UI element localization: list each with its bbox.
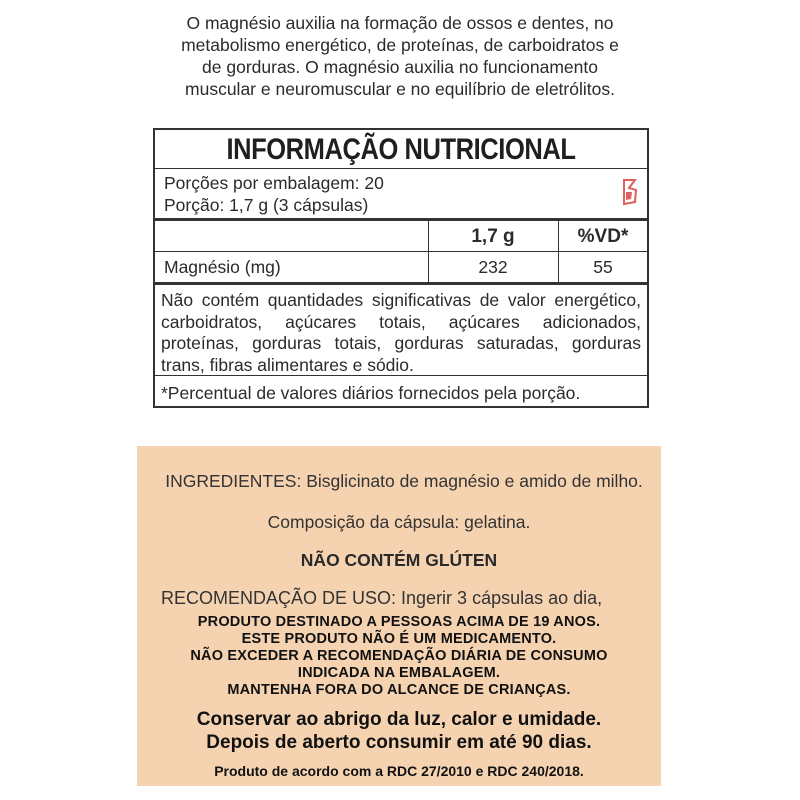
ingredients-text: INGREDIENTES: Bisglicinato de magnésio e amido de milho. — [165, 471, 643, 491]
capsule-composition: Composição da cápsula: gelatina. — [267, 512, 531, 532]
nutrition-note: Não contém quantidades significativas de valor energético, carboidratos, açúcares totais, açúcares adicionados, proteínas, gorduras totais, gorduras saturadas, gorduras trans, fibras alimentares e sódio. — [161, 290, 641, 375]
storage-line: Conservar ao abrigo da luz, calor e umidade. — [196, 709, 602, 730]
usage-recommendation: RECOMENDAÇÃO DE USO: Ingerir 3 cápsulas ao dia, — [161, 588, 603, 608]
divider-thick — [155, 218, 647, 221]
nutrition-facts-table — [153, 128, 649, 408]
storage-line: Depois de aberto consumir em até 90 dias. — [206, 732, 592, 753]
warning-line: INDICADA NA EMBALAGEM. — [297, 665, 501, 681]
intro-line: metabolismo energético, de proteínas, de carboidratos e — [181, 35, 619, 55]
divider — [155, 251, 647, 252]
warning-line: PRODUTO DESTINADO A PESSOAS ACIMA DE 19 ANOS. — [197, 614, 601, 630]
nutrient-amount: 232 — [478, 257, 508, 277]
divider-thick — [155, 282, 647, 285]
gluten-notice: NÃO CONTÉM GLÚTEN — [300, 550, 498, 570]
servings-per-package: Porções por embalagem: 20 — [164, 173, 384, 193]
serving-size: Porção: 1,7 g (3 cápsulas) — [164, 195, 369, 215]
intro-line: O magnésio auxilia na formação de ossos e dentes, no — [186, 13, 614, 33]
nutrition-title: INFORMAÇÃO NUTRICIONAL — [226, 133, 576, 166]
warning-line: MANTENHA FORA DO ALCANCE DE CRIANÇAS. — [227, 682, 571, 698]
divider — [155, 168, 647, 169]
intro-text — [140, 12, 660, 100]
brand-logo-icon — [621, 178, 639, 206]
amount-header: 1,7 g — [471, 226, 515, 247]
dv-footnote: *Percentual de valores diários fornecidos pela porção. — [161, 383, 581, 403]
dv-header: %VD* — [577, 226, 629, 247]
warning-line: NÃO EXCEDER A RECOMENDAÇÃO DIÁRIA DE CONSUMO — [190, 648, 608, 664]
storage-instructions — [137, 708, 661, 754]
serving-info — [164, 172, 384, 216]
regulation-note: Produto de acordo com a RDC 27/2010 e RDC 240/2018. — [214, 763, 584, 779]
intro-line: de gorduras. O magnésio auxilia no funcionamento — [202, 57, 598, 77]
nutrient-label: Magnésio (mg) — [164, 257, 281, 277]
divider — [155, 375, 647, 376]
warnings-block — [137, 614, 661, 699]
nutrient-dv: 55 — [593, 257, 613, 277]
intro-line: muscular e neuromuscular e no equilíbrio de eletrólitos. — [185, 79, 615, 99]
warning-line: ESTE PRODUTO NÃO É UM MEDICAMENTO. — [241, 631, 557, 647]
ingredients-panel — [137, 446, 661, 786]
